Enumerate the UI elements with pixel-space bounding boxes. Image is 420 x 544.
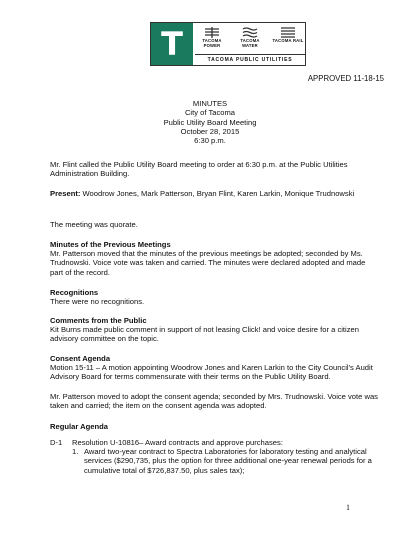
agenda-subitem-text: Award two-year contract to Spectra Laboratories for laboratory testing and analytical services ($290,735, plus the option for three additional one-year renewal periods for a cumulative total of $726,837.50, plus sales tax); xyxy=(84,447,372,475)
agenda-subitem-number: 1. xyxy=(72,447,79,456)
tacoma-public-utilities-logo xyxy=(150,22,306,66)
logo-units xyxy=(195,25,305,53)
call-to-order-paragraph: Mr. Flint called the Public Utility Board meeting to order at 6:30 p.m. at the Public Utilities Administration Building. xyxy=(50,160,348,179)
comments-paragraph: Kit Burns made public comment in support of not leasing Click! and voice desire for a citizen advisory committee on the topic. xyxy=(50,325,359,344)
header-date: October 28, 2015 xyxy=(180,126,240,136)
present-label: Present: xyxy=(50,189,81,198)
logo-unit-water xyxy=(233,25,267,53)
minutes-previous-paragraph: Mr. Patterson moved that the minutes of the previous meetings be adopted; seconded by Ms. Trudnowski. Voice vote was taken and carried. The minutes were declared adopted and made part of the record. xyxy=(50,249,366,277)
consent-adopt-paragraph: Mr. Patterson moved to adopt the consent agenda; seconded by Mrs. Trudnowski. Voice vote was taken and carried; the item on the consent agenda was adopted. xyxy=(50,392,378,411)
header-time: 6:30 p.m. xyxy=(194,136,226,146)
approval-stamp: APPROVED 11-18-15 xyxy=(307,74,384,83)
logo-unit-label: TACOMA POWER xyxy=(202,38,222,48)
logo-unit-label: TACOMA WATER xyxy=(240,38,260,48)
logo-unit-label: TACOMA RAIL xyxy=(272,38,304,43)
document-header xyxy=(0,99,420,145)
page-number: 1 xyxy=(346,503,350,512)
header-board: Public Utility Board Meeting xyxy=(163,117,257,127)
section-heading: Minutes of the Previous Meetings xyxy=(50,240,171,249)
logo-unit-power xyxy=(195,25,229,53)
section-heading: Comments from the Public xyxy=(50,316,147,325)
consent-motion-paragraph: Motion 15-11 – A motion appointing Woodrow Jones and Karen Larkin to the City Council's Audit Advisory Board for terms commensurate with their terms on the Public Utility Board. xyxy=(50,363,373,382)
logo-footer-text: TACOMA PUBLIC UTILITIES xyxy=(195,54,305,65)
present-paragraph xyxy=(50,189,380,198)
header-city: City of Tacoma xyxy=(184,108,236,118)
logo-unit-rail xyxy=(271,25,305,53)
section-heading: Consent Agenda xyxy=(50,354,111,363)
quorate-paragraph: The meeting was quorate. xyxy=(50,220,138,229)
agenda-item-number: D-1 xyxy=(50,438,63,447)
agenda-item-text: Resolution U-10816– Award contracts and approve purchases: xyxy=(72,438,283,447)
section-heading: Recognitions xyxy=(50,288,99,297)
header-title: MINUTES xyxy=(192,99,228,108)
section-heading: Regular Agenda xyxy=(50,422,108,431)
recognitions-paragraph: There were no recognitions. xyxy=(50,297,145,306)
present-names: Woodrow Jones, Mark Patterson, Bryan Flint, Karen Larkin, Monique Trudnowski xyxy=(82,189,355,198)
logo-mark: T xyxy=(151,23,193,65)
